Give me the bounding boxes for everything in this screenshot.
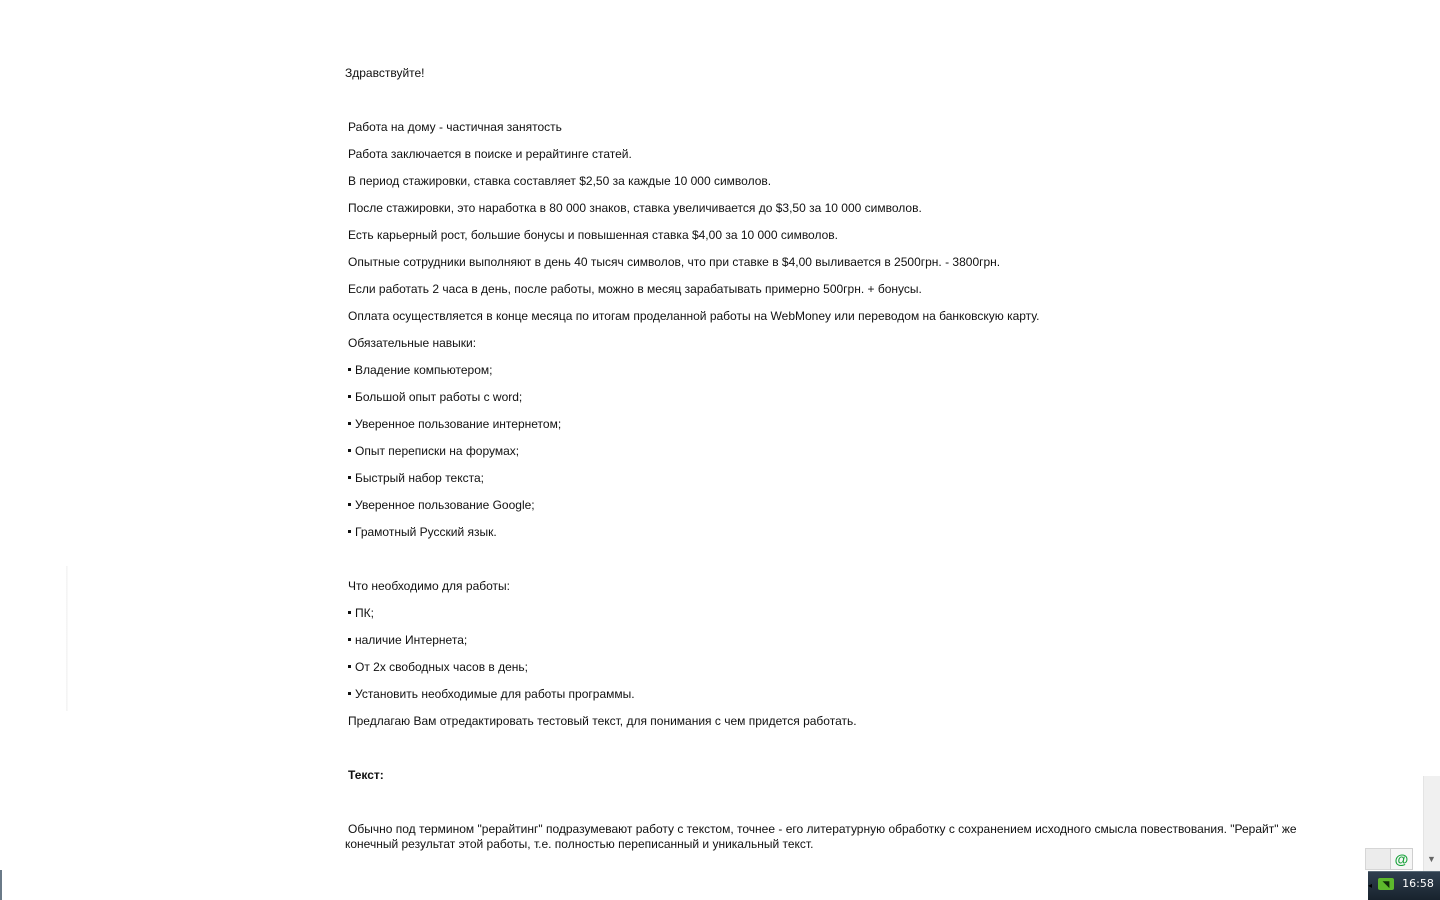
skills-list [345,363,1325,540]
tray-expand-icon[interactable]: ◂ [1368,881,1373,890]
sample-text: Обычно под термином "рерайтинг" подразумевают работу с текстом, точнее - его литературную обработку с сохранением исходного смысла повествования. "Рерайт" же конечный результат этой работы, т.е. полностью переписанный и уникальный текст. [345,822,1297,851]
list-item: Владение компьютером; [345,363,1325,378]
list-item: Опыт переписки на форумах; [345,444,1325,459]
bullet-icon [348,422,351,425]
list-item: Уверенное пользование интернетом; [345,417,1325,432]
list-item: От 2х свободных часов в день; [345,660,1325,675]
bullet-icon [348,665,351,668]
letter-body [345,66,1325,852]
bullet-icon [348,530,351,533]
intro-line-2: Работа заключается в поиске и рерайтинге статей. [348,147,632,161]
intro-line-4: После стажировки, это наработка в 80 000 знаков, ставка увеличивается до $3,50 за 10 000 символов. [348,201,922,215]
greeting: Здравствуйте! [345,66,425,80]
bullet-icon [348,368,351,371]
list-item: ПК; [345,606,1325,621]
scroll-down-icon[interactable]: ▼ [1427,854,1436,864]
bullet-icon [348,449,351,452]
needs-list [345,606,1325,702]
left-window-edge [0,870,2,900]
list-item: Большой опыт работы с word; [345,390,1325,405]
intro-line-1: Работа на дому - частичная занятость [348,120,562,134]
tray-panel [1365,848,1391,870]
list-item: Грамотный Русский язык. [345,525,1325,540]
bullet-icon [348,611,351,614]
intro-line-3: В период стажировки, ставка составляет $2,50 за каждые 10 000 символов. [348,174,772,188]
bullet-icon [348,503,351,506]
nvidia-icon[interactable]: ◥ [1378,878,1394,890]
intro-line-8: Оплата осуществляется в конце месяца по итогам проделанной работы на WebMoney или переводом на банковскую карту. [348,309,1040,323]
text-heading: Текст: [348,768,384,782]
list-item: Быстрый набор текста; [345,471,1325,486]
intro-line-7: Если работать 2 часа в день, после работы, можно в месяц зарабатывать примерно 500грн. + бонусы. [348,282,922,296]
list-item: Уверенное пользование Google; [345,498,1325,513]
offer-line: Предлагаю Вам отредактировать тестовый текст, для понимания с чем придется работать. [348,714,857,728]
list-item: Установить необходимые для работы программы. [345,687,1325,702]
needs-heading: Что необходимо для работы: [348,579,510,593]
bullet-icon [348,638,351,641]
mail-agent-button[interactable]: @ [1390,848,1413,870]
bullet-icon [348,692,351,695]
list-item: наличие Интернета; [345,633,1325,648]
left-shadow [66,566,68,711]
clock[interactable]: 16:58 [1402,877,1434,890]
intro-line-5: Есть карьерный рост, большие бонусы и повышенная ставка $4,00 за 10 000 символов. [348,228,838,242]
intro-line-6: Опытные сотрудники выполняют в день 40 тысяч символов, что при ставке в $4,00 выливается в 2500грн. - 3800грн. [348,255,1001,269]
bullet-icon [348,395,351,398]
skills-heading: Обязательные навыки: [348,336,477,350]
bullet-icon [348,476,351,479]
